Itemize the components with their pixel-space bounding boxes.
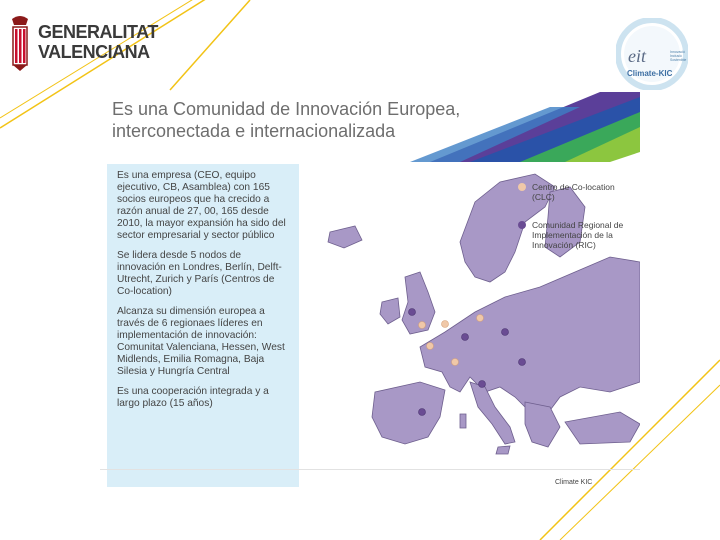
map-region-continent	[420, 257, 640, 417]
gv-logo-line1: GENERALITAT	[38, 22, 158, 42]
bullet-item: Es una cooperación integrada y a largo plazo (15 años)	[117, 386, 269, 409]
bullet-item: Es una empresa (CEO, equipo ejecutivo, CB, Asamblea) con 165 socios europeos que ha crecido a razón anual de 27, 00, 165 desde 2010, la mayor expansión ha sido del sector empresarial y sector público	[117, 170, 286, 241]
ric-point-comunitat-valenciana	[419, 409, 426, 416]
clc-point-london	[419, 322, 426, 329]
ric-point-hessen	[462, 334, 469, 341]
map-region-ireland	[380, 298, 400, 324]
decorative-ribbons	[350, 92, 640, 162]
slide	[100, 92, 640, 487]
coat-of-arms-icon	[8, 13, 32, 71]
ric-point-emilia-romagna	[479, 381, 486, 388]
map-region-turkey	[565, 412, 640, 444]
legend-dot-ric	[518, 221, 526, 229]
info-panel	[107, 164, 299, 487]
map-region-sardinia	[460, 414, 466, 428]
clc-point-berlin	[477, 315, 484, 322]
source-label: Climate KIC	[555, 479, 593, 486]
slide-title-line1: Es una Comunidad de Innovación Europea,	[112, 99, 461, 119]
ric-point-hungria-central	[519, 359, 526, 366]
slide-title-line2: interconectada e internacionalizada	[112, 121, 396, 141]
eit-logo-subtitle: Climate-KIC	[627, 69, 673, 78]
legend-label-clc: Centro de Co-location (CLC)	[532, 182, 615, 202]
map-region-sicily	[496, 446, 510, 454]
legend-item-clc	[518, 182, 636, 202]
map-region-balkans	[525, 402, 560, 447]
ric-point-baja-silesia	[502, 329, 509, 336]
generalitat-valenciana-logo	[8, 12, 158, 72]
legend-label-ric: Comunidad Regional de Implementación de la Innovación (RIC)	[532, 220, 624, 250]
map-legend	[518, 182, 636, 268]
clc-point-delft-utrecht	[442, 321, 449, 328]
legend-dot-clc	[518, 183, 526, 191]
legend-item-ric	[518, 220, 636, 250]
clc-point-paris	[427, 343, 434, 350]
gv-logo-line2: VALENCIANA	[38, 42, 150, 62]
map-region-iceland	[328, 226, 362, 248]
map-region-iberia	[372, 382, 445, 444]
bullet-item: Alcanza su dimensión europea a través de 6 regionaes líderes en implementación de innovación: Comunitat Valenciana, Hessen, West Midlends, Emilia Romagna, Baja Silesia y Hungría Central	[117, 306, 285, 377]
eit-logo-text: eit	[628, 46, 646, 66]
ric-point-west-midlands	[409, 309, 416, 316]
bullet-item: Se lidera desde 5 nodos de innovación en Londres, Berlín, Delft-Utrecht, Zurich y París (Centros de Co-location)	[117, 250, 282, 297]
eit-logo-tagline: Innovació Inclusió Sostenible	[670, 50, 687, 62]
slide-divider	[100, 469, 640, 470]
clc-point-zurich	[452, 359, 459, 366]
